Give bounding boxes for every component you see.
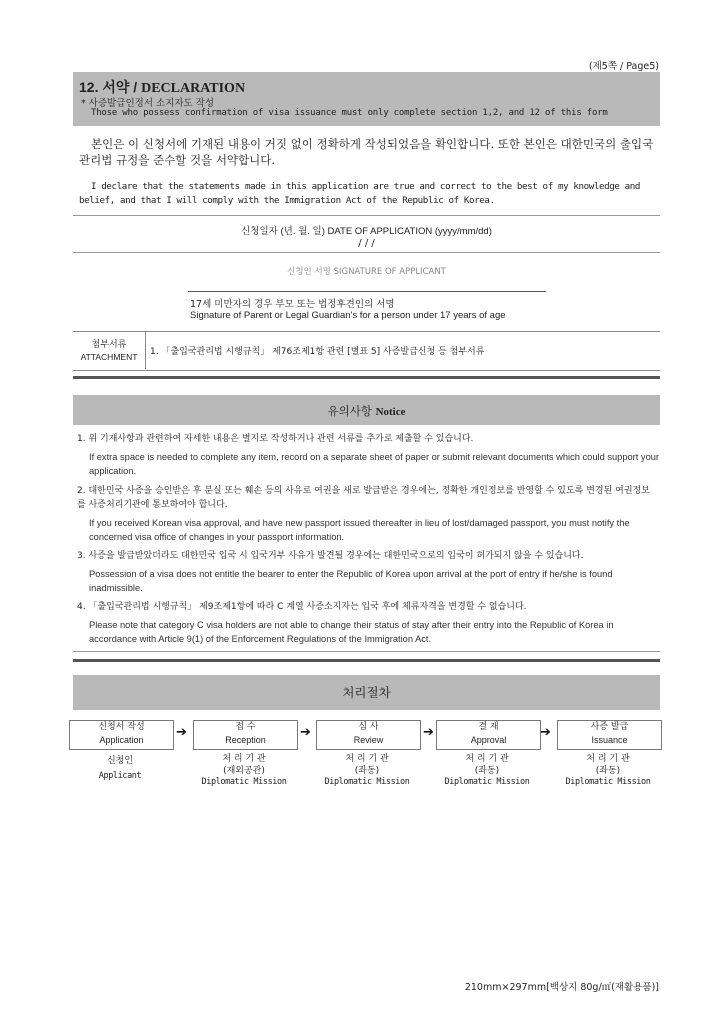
handler-en: Diplomatic Mission [324,777,410,787]
attachment-label-en: ATTACHMENT [80,352,138,362]
declaration-note-ko: * 사증발급인정서 소지자도 작성 [81,98,215,109]
step-reception [193,720,298,750]
divider [73,651,660,652]
arrow-right-icon: ➔ [176,725,187,740]
step-review-handler [307,754,427,789]
declaration-title-en: DECLARATION [141,81,246,96]
procedure-title: 처리절차 [342,685,391,700]
notice-item-2-en: If you received Korean visa approval, and have new passport issued thereafter in lieu of lost/damaged passport, you must notify the concerned visa office of changes in your passport information. [89,518,630,542]
declaration-statement-ko: 본인은 이 신청서에 기재된 내용이 거짓 없이 정확하게 작성되었음을 확인합니다. 또한 본인은 대한민국의 출입국관리법 규정을 준수할 것을 서약합니다. [79,137,654,167]
step-application-handler [60,754,180,782]
section-separator [73,659,660,662]
attachment-label-ko: 첨부서류 [91,340,127,350]
notice-item-4-en: Please note that category C visa holders are not able to change their status of stay after their entry into the Republic of Korea in accordance with Article 9(1) of the Enforcement Regulations of the Immigration Act. [89,620,614,644]
handler-ko: 처 리 기 관 [586,754,630,764]
declaration-title-ko: 12. 서약 / [79,79,142,95]
arrow-right-icon: ➔ [423,725,434,740]
step-review [316,720,421,750]
application-date-label: 신청일자 (년. 월. 일) DATE OF APPLICATION (yyyy/mm/dd) [241,226,492,237]
handler-en: Applicant [98,770,142,781]
guardian-signature-line[interactable] [188,291,546,292]
step-approval-ko: 결 재 [478,722,499,732]
paper-spec-footer: 210mm×297mm[백상지 80g/㎡(재활용품)] [464,982,659,993]
notice-item-3-en: Possession of a visa does not entitle the bearer to enter the Republic of Korea upon arrival at the port of entry if he/she is found inadmissible. [89,569,613,593]
handler-sub: (좌동) [474,765,500,776]
application-date-field[interactable]: / / / [358,238,375,249]
page-number: (제5쪽 / Page5) [588,61,659,72]
handler-sub: (좌동) [354,765,380,776]
notice-title-en: Notice [375,406,406,418]
notice-item-1-en: If extra space is needed to complete any item, record on a separate sheet of paper or submit relevant documents which could support your application. [89,452,660,476]
step-application-en: Application [99,735,144,745]
arrow-right-icon: ➔ [540,725,551,740]
declaration-statement-en: I declare that the statements made in this application are true and correct to the best of my knowledge and belief, and that I will comply with the Immigration Act of the Republic of Korea. [79,181,641,206]
declaration-note-en: Those who possess confirmation of visa issuance must only complete section 1,2, and 12 of this form [91,108,608,118]
step-reception-en: Reception [225,735,266,745]
handler-sub: (재외공관) [223,765,265,776]
step-issuance-en: Issuance [591,735,628,745]
step-review-ko: 심 사 [358,722,379,732]
notice-item-2-ko-text: 2. 대한민국 사증을 승인받은 후 분실 또는 훼손 등의 사유로 여권을 새로 발급받은 경우에는, 정확한 개인정보를 반영할 수 있도록 변경된 여권정보를 사증처리기관에 통보하여야 합니다. [77,486,650,510]
handler-ko: 처 리 기 관 [345,754,389,764]
step-reception-handler [184,754,304,789]
notice-title-ko: 유의사항 [327,404,376,418]
handler-ko: 처 리 기 관 [222,754,266,764]
arrow-right-icon: ➔ [300,725,311,740]
notice-item-1-ko: 1. 위 기재사항과 관련하여 자세한 내용은 별지로 작성하거나 관련 서류를 추가로 제출할 수 있습니다. [77,434,474,444]
handler-ko: 처 리 기 관 [465,754,509,764]
attachment-text: 1. 「출입국관리법 시행규칙」 제76조제1항 관련 [별표 5] 사증발급신청 등 첨부서류 [150,347,485,357]
handler-en: Diplomatic Mission [444,777,530,787]
step-application-ko: 신청서 작성 [98,722,145,732]
notice-title [73,403,660,419]
step-review-en: Review [353,735,384,745]
step-approval-en: Approval [470,735,507,745]
section-separator [73,376,660,379]
step-issuance [557,720,662,750]
notice-item-4-ko: 4. 「출입국관리법 시행규칙」 제9조제1항에 따라 C 계열 사증소지자는 입국 후에 체류자격을 변경할 수 없습니다. [77,602,527,612]
applicant-signature-label: 신청인 서명 SIGNATURE OF APPLICANT [287,267,446,277]
divider [73,252,660,253]
guardian-signature-label-ko: 17세 미만자의 경우 부모 또는 법정후견인의 서명 [190,299,395,310]
step-approval [436,720,541,750]
handler-en: Diplomatic Mission [565,777,651,787]
handler-en: Diplomatic Mission [201,777,287,787]
notice-item-2-ko [77,484,652,512]
notice-item-3-ko: 3. 사증을 발급받았더라도 대한민국 입국 시 입국거부 사유가 발견될 경우에는 대한민국으로의 입국이 허가되지 않을 수 있습니다. [77,551,584,561]
step-issuance-handler [548,754,668,789]
handler-sub: (좌동) [595,765,621,776]
guardian-signature-label-en: Signature of Parent or Legal Guardian's for a person under 17 years of age [190,310,506,321]
step-issuance-ko: 사증 발급 [590,722,629,732]
handler-ko: 신청인 [106,756,134,766]
divider [73,215,660,216]
declaration-title [79,77,245,97]
step-approval-handler [427,754,547,789]
step-reception-ko: 접 수 [235,722,256,732]
step-application [69,720,174,750]
